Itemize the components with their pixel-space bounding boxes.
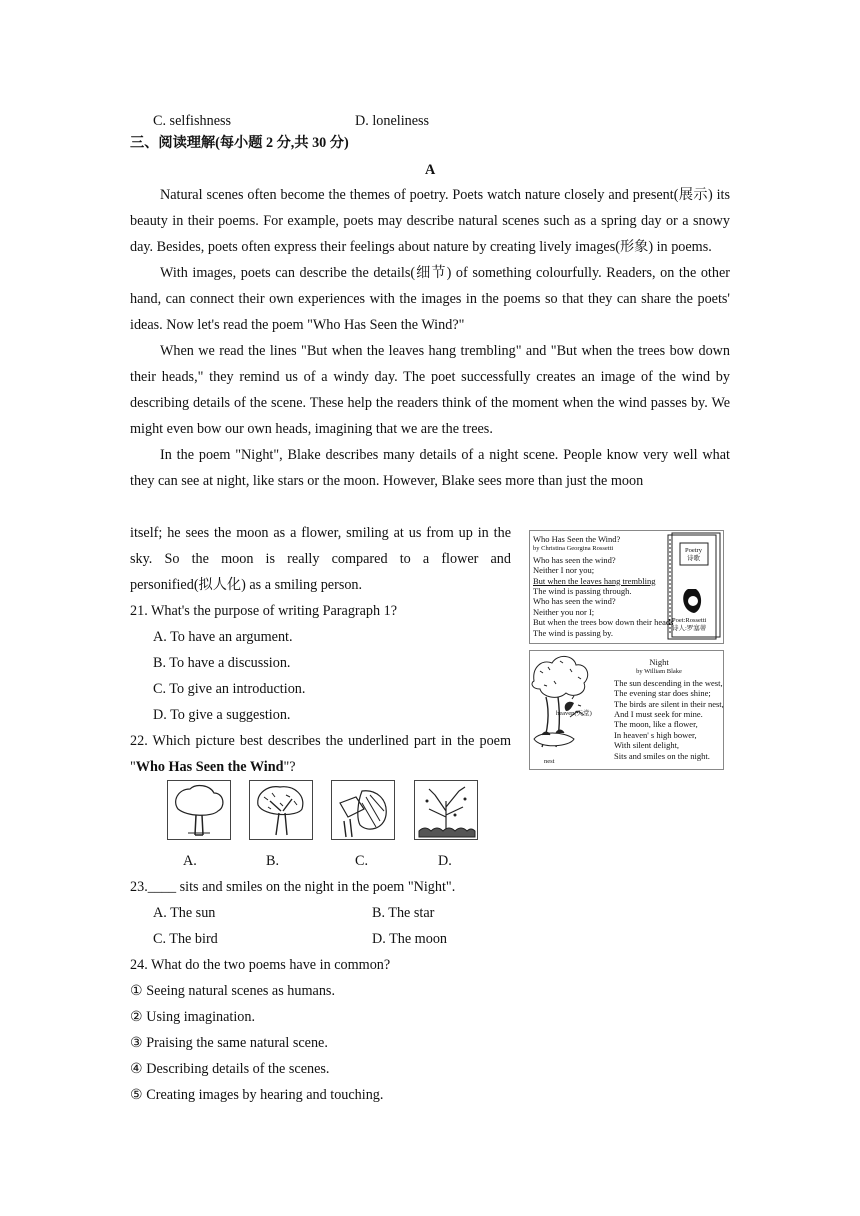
heaven-label: heaven(天堂) — [556, 710, 592, 717]
paragraph-3: When we read the lines "But when the leaves hang trembling" and "But when the trees bow down their heads," they remind us of a windy day. The poet successfully creates an image of the wind by describing details of the scene. These help the readers think of the moment when the wind passes by. We might even bow our own heads, imagining that we are the trees. — [130, 343, 730, 437]
poem2-line-8: Sits and smiles on the night. — [614, 750, 710, 761]
poem2-line-6: In heaven' s high bower, — [614, 729, 697, 740]
poetry-tag-cn: 诗歌 — [686, 555, 700, 562]
q22-stem-post: "? — [283, 759, 296, 775]
poem1-line-2: Neither I nor you; — [533, 565, 595, 576]
poem2-line-7: With silent delight, — [614, 740, 680, 751]
poet-label: Poet:Rossetti — [672, 617, 707, 624]
poem1-line-6: Neither you nor I; — [533, 606, 595, 617]
option-d-prev: D. loneliness — [355, 113, 430, 129]
poetry-tag: Poetry — [685, 547, 702, 554]
poem1-line-4: The wind is passing through. — [533, 586, 632, 597]
poem1-line-8: The wind is passing by. — [533, 627, 613, 638]
nest-label: nest — [544, 758, 555, 765]
q21-option-d: D. To give a suggestion. — [153, 707, 291, 723]
poem2-line-3: The birds are silent in their nest, — [614, 698, 724, 709]
paragraph-1: Natural scenes often become the themes of poetry. Poets watch nature closely and present(展示) its beauty in their poems. For example, poets may describe natural scenes such as a spring day or a snowy day. Besides, poets often express their feelings about nature by creating lively images(形象) in poems. — [130, 187, 730, 255]
picture-d — [414, 780, 478, 840]
q23-option-c: C. The bird — [153, 931, 218, 947]
poem2-author: by William Blake — [636, 668, 682, 676]
picture-b-label: B. — [266, 853, 280, 869]
poem1-line-3: But when the leaves hang trembling — [533, 575, 656, 586]
q24-item-5: ⑤ Creating images by hearing and touching. — [130, 1087, 384, 1103]
poem1-author: by Christina Georgina Rossetti — [533, 545, 614, 553]
q24-item-3: ③ Praising the same natural scene. — [130, 1035, 328, 1051]
passage-body — [130, 182, 730, 494]
poem1-title: Who Has Seen the Wind? — [533, 534, 621, 544]
poem2-line-5: The moon, like a flower, — [614, 719, 698, 730]
poem2-title: Night — [649, 657, 669, 667]
q21-option-c: C. To give an introduction. — [153, 681, 306, 697]
poem1-line-7: But when the trees bow down their heads — [533, 617, 674, 628]
poem1-line-5: Who has seen the wind? — [533, 596, 616, 607]
poet-label-cn: 诗人:罗塞蒂 — [672, 625, 707, 632]
q22-stem-bold: Who Has Seen the Wind — [135, 759, 284, 775]
section-heading: 三、阅读理解(每小题 2 分,共 30 分) — [130, 135, 349, 151]
poem-who-has-seen-the-wind — [529, 530, 724, 644]
q22-stem — [130, 728, 511, 780]
picture-c-label: C. — [355, 853, 369, 869]
picture-d-label: D. — [438, 853, 452, 869]
q21-stem: 21. What's the purpose of writing Paragraph 1? — [130, 603, 398, 619]
poem2-line-4: And I must seek for mine. — [614, 709, 703, 720]
poem1-line-1: Who has seen the wind? — [533, 554, 616, 565]
picture-b — [249, 780, 313, 840]
paragraph-4a: In the poem "Night", Blake describes many details of a night scene. People know very well what they can see at night, like stars or the moon. However, Blake sees more than just the moon — [130, 447, 730, 489]
q22-stem-pre: 22. Which picture best describes the underlined part in the poem " — [130, 733, 511, 775]
q23-option-d: D. The moon — [372, 931, 448, 947]
passage-label: A — [425, 162, 436, 178]
paragraph-2: With images, poets can describe the details(细节) of something colourfully. Readers, on the other hand, can connect their own experiences with the images in the poems so that they can share the poets' ideas. Now let's read the poem "Who Has Seen the Wind?" — [130, 265, 730, 333]
picture-c — [331, 780, 395, 840]
picture-a — [167, 780, 231, 840]
picture-a-label: A. — [183, 853, 197, 869]
q23-stem: 23.____ sits and smiles on the night in the poem "Night". — [130, 879, 456, 895]
paragraph-4b: itself; he sees the moon as a flower, smiling at us from up in the sky. So the moon is really compared to a flower and personified(拟人化) as a smiling person. — [130, 525, 511, 593]
q24-stem: 24. What do the two poems have in common? — [130, 957, 391, 973]
q24-item-2: ② Using imagination. — [130, 1009, 256, 1025]
q21-option-a: A. To have an argument. — [153, 629, 293, 645]
poem2-line-1: The sun descending in the west, — [614, 677, 723, 688]
poem-night — [529, 650, 724, 770]
option-c-prev: C. selfishness — [153, 113, 232, 129]
poem2-line-2: The evening star does shine; — [614, 688, 711, 699]
q23-option-b: B. The star — [372, 905, 435, 921]
q21-option-b: B. To have a discussion. — [153, 655, 291, 671]
q24-item-1: ① Seeing natural scenes as humans. — [130, 983, 335, 999]
q23-option-a: A. The sun — [153, 905, 216, 921]
narrow-column — [130, 520, 511, 780]
q24-item-4: ④ Describing details of the scenes. — [130, 1061, 330, 1077]
